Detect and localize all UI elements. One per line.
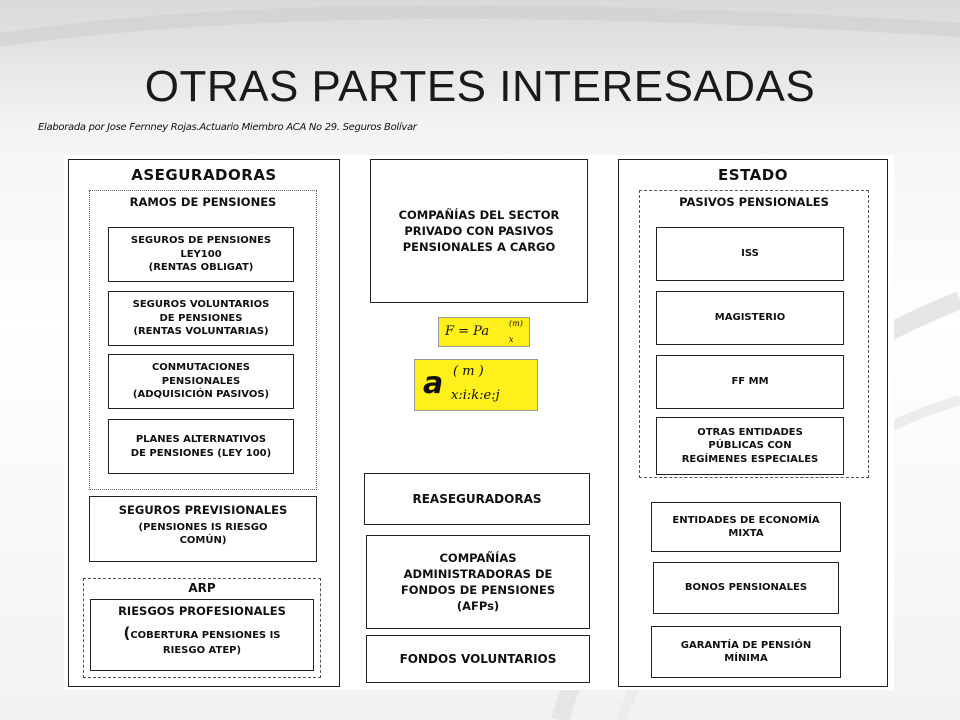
seguros-previsionales-title: SEGUROS PREVISIONALES [118,503,288,517]
ramo-item: SEGUROS DE PENSIONES LEY100 (RENTAS OBLIGAT) [108,227,294,282]
formula2-sub: x:i:k:e:j [451,388,500,403]
seguros-previsionales-subtitle: (PENSIONES IS RIESGO COMÚN) [138,522,268,546]
ramo-item: CONMUTACIONES PENSIONALES (ADQUISICIÓN PASIVOS) [108,354,294,409]
seguros-previsionales-box [89,496,317,562]
formula-annuity-2 [414,359,538,411]
pasivo-item: ISS [656,227,844,281]
estado-other-item: GARANTÍA DE PENSIÓN MÍNIMA [651,626,841,678]
ramos-pensiones-group [89,190,317,490]
diagram [64,155,894,690]
formula1-sup: (m) [509,319,523,328]
ramo-item: PLANES ALTERNATIVOS DE PENSIONES (LEY 100) [108,419,294,474]
pasivos-pensionales-title: PASIVOS PENSIONALES [679,195,829,209]
formula2-a: a [423,366,444,401]
riesgos-profesionales-detail [91,624,313,657]
aseguradoras-title: ASEGURADORAS [131,166,277,184]
arp-group [83,578,321,678]
formula2-sup: ( m ) [453,364,484,379]
slide-title: OTRAS PARTES INTERESADAS [144,62,816,111]
pasivos-pensionales-group [639,190,869,478]
arp-title: ARP [188,581,216,595]
estado-title: ESTADO [718,166,788,184]
ramo-item: SEGUROS VOLUNTARIOS DE PENSIONES (RENTAS VOLUNTARIAS) [108,291,294,346]
arp-paren: ( [123,624,131,642]
riesgos-profesionales-box [90,599,314,671]
pasivo-item: MAGISTERIO [656,291,844,345]
aseguradoras-panel [68,159,340,687]
companias-sector-privado: COMPAÑÍAS DEL SECTOR PRIVADO CON PASIVOS PENSIONALES A CARGO [370,159,588,303]
formula1-sub: x [509,335,514,344]
estado-panel [618,159,888,687]
pasivo-item: FF MM [656,355,844,409]
fondos-voluntarios: FONDOS VOLUNTARIOS [366,635,590,683]
reaseguradoras: REASEGURADORAS [364,473,590,525]
arp-detail-text: COBERTURA PENSIONES IS RIESGO ATEP) [130,630,281,656]
pasivo-item: OTRAS ENTIDADES PÚBLICAS CON REGÍMENES ESPECIALES [656,417,844,475]
estado-other-item: BONOS PENSIONALES [653,562,839,614]
afps: COMPAÑÍAS ADMINISTRADORAS DE FONDOS DE PENSIONES (AFPs) [366,535,590,629]
formula1-lhs: F = Pa [445,324,490,339]
ramos-pensiones-title: RAMOS DE PENSIONES [129,195,277,209]
byline: Elaborada por Jose Fernney Rojas.Actuario Miembro ACA No 29. Seguros Bolívar [38,122,417,133]
formula-annuity-1 [438,317,530,347]
estado-other-item: ENTIDADES DE ECONOMÍA MIXTA [651,502,841,552]
riesgos-profesionales-title: RIESGOS PROFESIONALES [118,604,286,618]
